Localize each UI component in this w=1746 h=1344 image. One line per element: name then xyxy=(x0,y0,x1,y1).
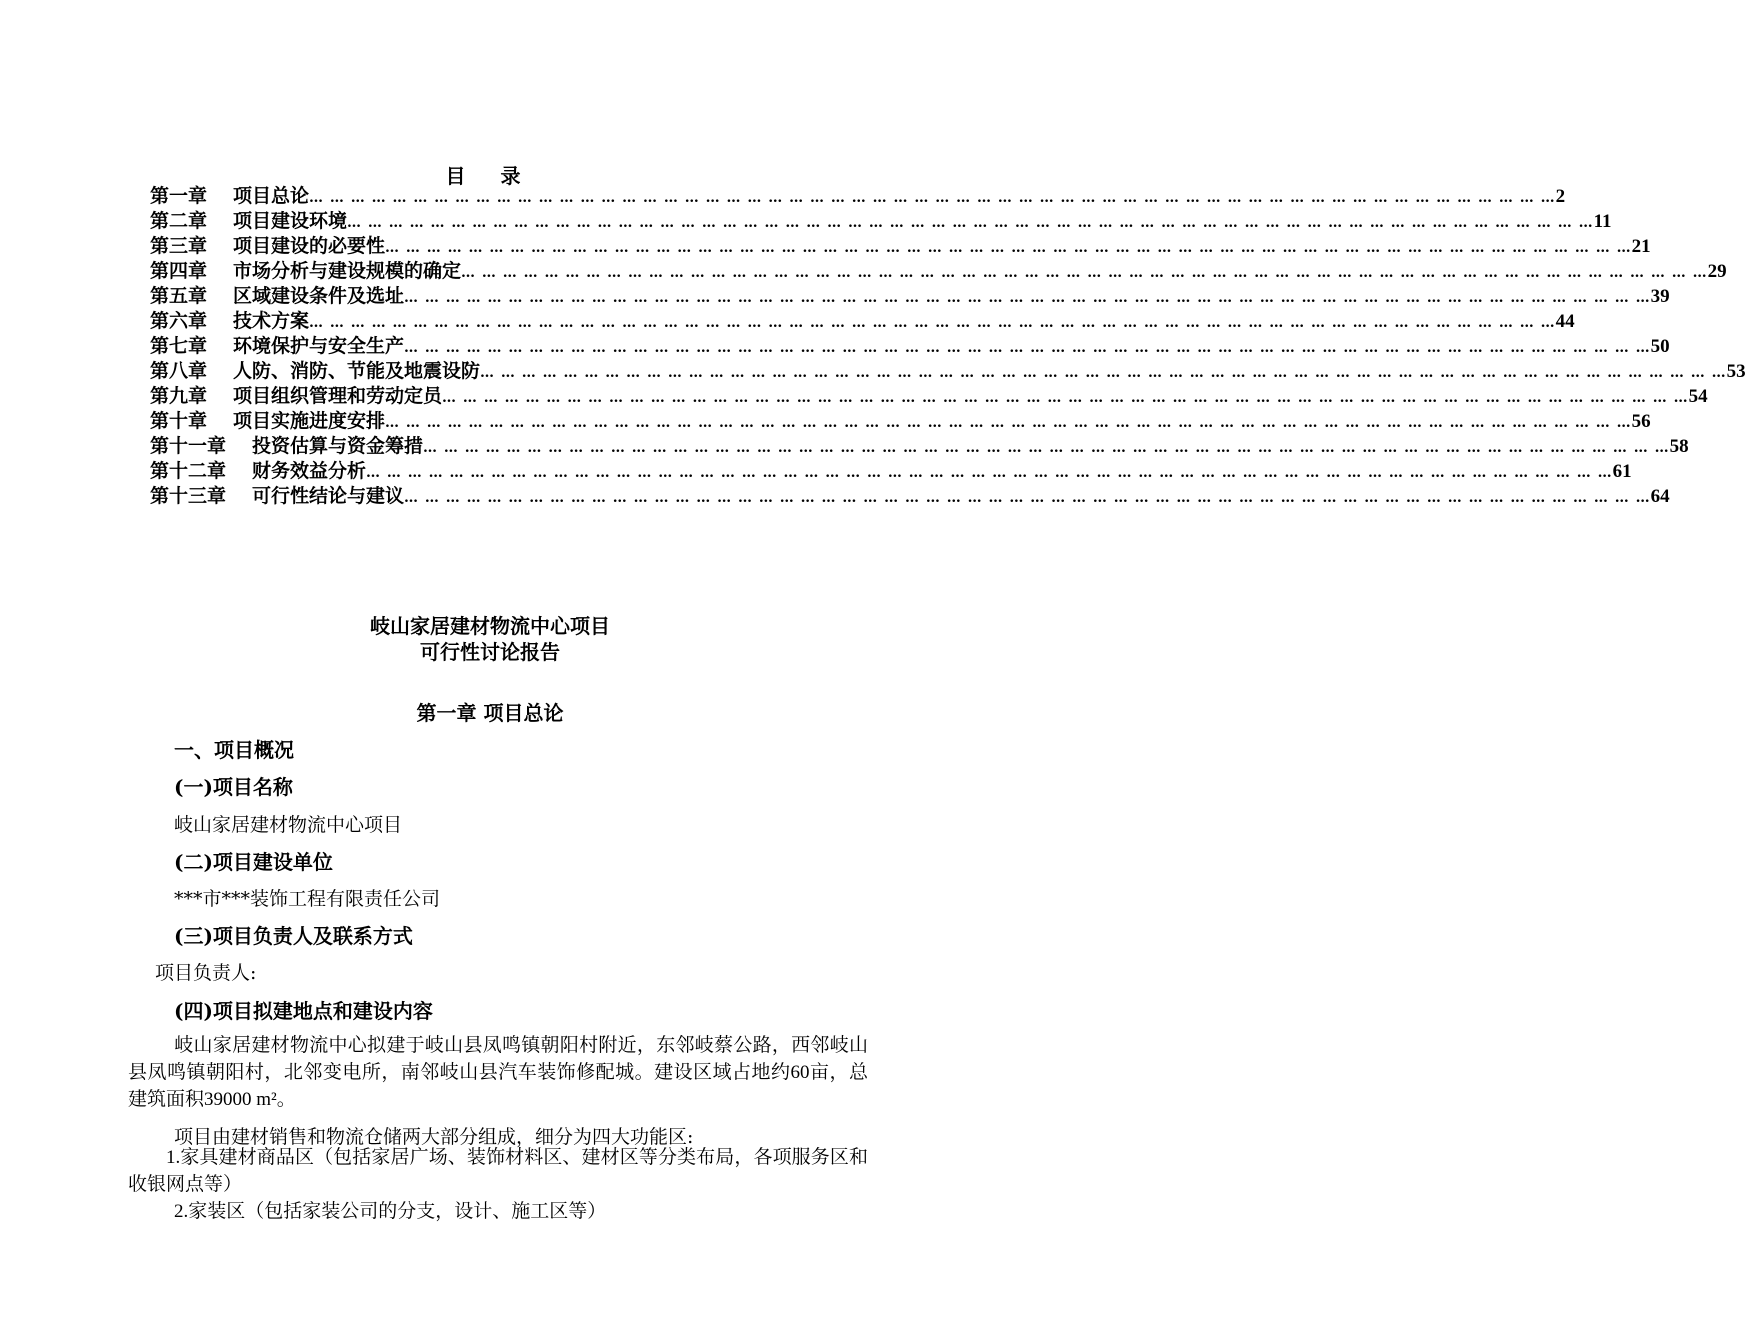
toc-entry[interactable] xyxy=(150,434,1689,459)
toc-chapter-number: 第四章 xyxy=(150,260,208,282)
toc-entry[interactable] xyxy=(150,484,1670,509)
toc-chapter-number: 第一章 xyxy=(150,185,208,207)
item-text-1: 家具建材商品区（包括家居广场、装饰材料区、建材区等分类布局，各项服务区和收银网点等） xyxy=(128,1146,868,1195)
toc-chapter-number: 第八章 xyxy=(150,360,208,382)
subsection-heading-location: (四)项目拟建地点和建设内容 xyxy=(174,999,433,1023)
toc-page-number: 29 xyxy=(1707,261,1727,282)
item-number-1: 1. xyxy=(166,1147,181,1168)
toc-page-number: 44 xyxy=(1555,311,1575,332)
toc-title: 目 录 xyxy=(445,164,535,188)
toc-leader-dots: … … … … … … … … … … … … … … … … … … … … … … … … … … … … … … … … … … … … … … … … … … … … … … … … … … … … … … … … … … … … xyxy=(461,265,1708,281)
toc-chapter-number: 第七章 xyxy=(150,335,208,357)
toc-chapter-title: 项目建设的必要性 xyxy=(233,235,386,257)
toc-chapter-title: 区域建设条件及选址 xyxy=(233,285,405,307)
location-text-b: 亩，总建筑面积 xyxy=(128,1061,868,1110)
toc-page-number: 58 xyxy=(1669,436,1689,457)
toc-chapter-number: 第九章 xyxy=(150,385,208,407)
function-area-item-1 xyxy=(128,1144,868,1198)
toc-page-number: 2 xyxy=(1555,186,1566,207)
toc-chapter-number: 第十二章 xyxy=(150,460,227,482)
toc-entry[interactable] xyxy=(150,209,1612,234)
toc-entry[interactable] xyxy=(150,184,1566,209)
toc-leader-dots: … … … … … … … … … … … … … … … … … … … … … … … … … … … … … … … … … … … … … … … … … … … … … … … … … … … … … … … … … … … … xyxy=(423,440,1670,456)
location-text-c: 。 xyxy=(276,1088,296,1110)
toc-leader-dots: … … … … … … … … … … … … … … … … … … … … … … … … … … … … … … … … … … … … … … … … … … … … … … … … … … … … … … … … … … … … xyxy=(366,465,1613,481)
toc-page-number: 21 xyxy=(1631,236,1651,257)
subsection-heading-unit: (二)项目建设单位 xyxy=(174,850,333,874)
toc-chapter-title: 人防、消防、节能及地震设防 xyxy=(233,360,481,382)
toc-entry[interactable] xyxy=(150,334,1670,359)
toc-chapter-title: 环境保护与安全生产 xyxy=(233,335,405,357)
toc-chapter-title: 可行性结论与建议 xyxy=(252,485,405,507)
table-of-contents xyxy=(150,184,1746,509)
toc-page-number: 61 xyxy=(1612,461,1632,482)
toc-page-number: 53 xyxy=(1726,361,1746,382)
toc-entry[interactable] xyxy=(150,259,1727,284)
toc-entry[interactable] xyxy=(150,409,1651,434)
toc-chapter-title: 财务效益分析 xyxy=(252,460,367,482)
toc-chapter-title: 项目总论 xyxy=(233,185,310,207)
toc-chapter-number: 第五章 xyxy=(150,285,208,307)
toc-page-number: 39 xyxy=(1650,286,1670,307)
toc-page-number: 50 xyxy=(1650,336,1670,357)
toc-chapter-title: 市场分析与建设规模的确定 xyxy=(233,260,462,282)
item-text-2: 家装区（包括家装公司的分支，设计、施工区等） xyxy=(188,1200,607,1222)
toc-page-number: 11 xyxy=(1593,211,1612,232)
toc-leader-dots: … … … … … … … … … … … … … … … … … … … … … … … … … … … … … … … … … … … … … … … … … … … … … … … … … … … … … … … … … … … … xyxy=(347,215,1594,231)
toc-chapter-title: 项目建设环境 xyxy=(233,210,348,232)
toc-chapter-title: 项目实施进度安排 xyxy=(233,410,386,432)
toc-entry[interactable] xyxy=(150,284,1670,309)
toc-chapter-number: 第十三章 xyxy=(150,485,227,507)
toc-leader-dots: … … … … … … … … … … … … … … … … … … … … … … … … … … … … … … … … … … … … … … … … … … … … … … … … … … … … … … … … … … … … xyxy=(442,390,1689,406)
location-paragraph xyxy=(128,1032,868,1113)
construction-unit-text: ***市***装饰工程有限责任公司 xyxy=(174,888,441,910)
toc-page-number: 56 xyxy=(1631,411,1651,432)
toc-chapter-number: 第十一章 xyxy=(150,435,227,457)
item-number-2: 2. xyxy=(174,1201,189,1222)
floor-area-value: 39000 m² xyxy=(204,1089,277,1110)
toc-leader-dots: … … … … … … … … … … … … … … … … … … … … … … … … … … … … … … … … … … … … … … … … … … … … … … … … … … … … … … … … … … … … xyxy=(404,490,1651,506)
subsection-heading-name: (一)项目名称 xyxy=(174,775,293,799)
toc-leader-dots: … … … … … … … … … … … … … … … … … … … … … … … … … … … … … … … … … … … … … … … … … … … … … … … … … … … … … … … … … … … … xyxy=(309,315,1556,331)
function-area-item-2 xyxy=(174,1196,606,1223)
project-leader-text: 项目负责人: xyxy=(155,962,257,984)
toc-entry[interactable] xyxy=(150,459,1632,484)
toc-chapter-number: 第二章 xyxy=(150,210,208,232)
toc-entry[interactable] xyxy=(150,309,1575,334)
toc-chapter-number: 第十章 xyxy=(150,410,208,432)
site-area-value: 60 xyxy=(790,1062,810,1083)
toc-leader-dots: … … … … … … … … … … … … … … … … … … … … … … … … … … … … … … … … … … … … … … … … … … … … … … … … … … … … … … … … … … … … xyxy=(480,365,1727,381)
toc-leader-dots: … … … … … … … … … … … … … … … … … … … … … … … … … … … … … … … … … … … … … … … … … … … … … … … … … … … … … … … … … … … … xyxy=(309,190,1556,206)
toc-chapter-title: 技术方案 xyxy=(233,310,310,332)
report-title-line1: 岐山家居建材物流中心项目 xyxy=(370,614,610,638)
project-name-text: 岐山家居建材物流中心项目 xyxy=(174,814,403,836)
toc-page-number: 64 xyxy=(1650,486,1670,507)
chapter-heading: 第一章 项目总论 xyxy=(416,701,564,725)
toc-page-number: 54 xyxy=(1688,386,1708,407)
report-title-line2: 可行性讨论报告 xyxy=(420,640,560,664)
toc-entry[interactable] xyxy=(150,359,1746,384)
toc-entry[interactable] xyxy=(150,234,1651,259)
location-text-a: 岐山家居建材物流中心拟建于岐山县凤鸣镇朝阳村附近，东邻岐蔡公路，西邻岐山县凤鸣镇朝阳村，北邻变电所，南邻岐山县汽车装饰修配城。建设区域占地约 xyxy=(128,1034,868,1083)
subsection-heading-contact: (三)项目负责人及联系方式 xyxy=(174,924,413,948)
toc-chapter-number: 第三章 xyxy=(150,235,208,257)
section-heading: 一、项目概况 xyxy=(174,738,294,762)
toc-entry[interactable] xyxy=(150,384,1708,409)
toc-leader-dots: … … … … … … … … … … … … … … … … … … … … … … … … … … … … … … … … … … … … … … … … … … … … … … … … … … … … … … … … … … … … xyxy=(385,240,1632,256)
toc-chapter-title: 投资估算与资金筹措 xyxy=(252,435,424,457)
toc-chapter-title: 项目组织管理和劳动定员 xyxy=(233,385,443,407)
toc-leader-dots: … … … … … … … … … … … … … … … … … … … … … … … … … … … … … … … … … … … … … … … … … … … … … … … … … … … … … … … … … … … … xyxy=(404,340,1651,356)
toc-chapter-number: 第六章 xyxy=(150,310,208,332)
toc-leader-dots: … … … … … … … … … … … … … … … … … … … … … … … … … … … … … … … … … … … … … … … … … … … … … … … … … … … … … … … … … … … … xyxy=(385,415,1632,431)
toc-leader-dots: … … … … … … … … … … … … … … … … … … … … … … … … … … … … … … … … … … … … … … … … … … … … … … … … … … … … … … … … … … … … xyxy=(404,290,1651,306)
composition-paragraph: 项目由建材销售和物流仓储两大部分组成，细分为四大功能区: xyxy=(174,1126,694,1148)
